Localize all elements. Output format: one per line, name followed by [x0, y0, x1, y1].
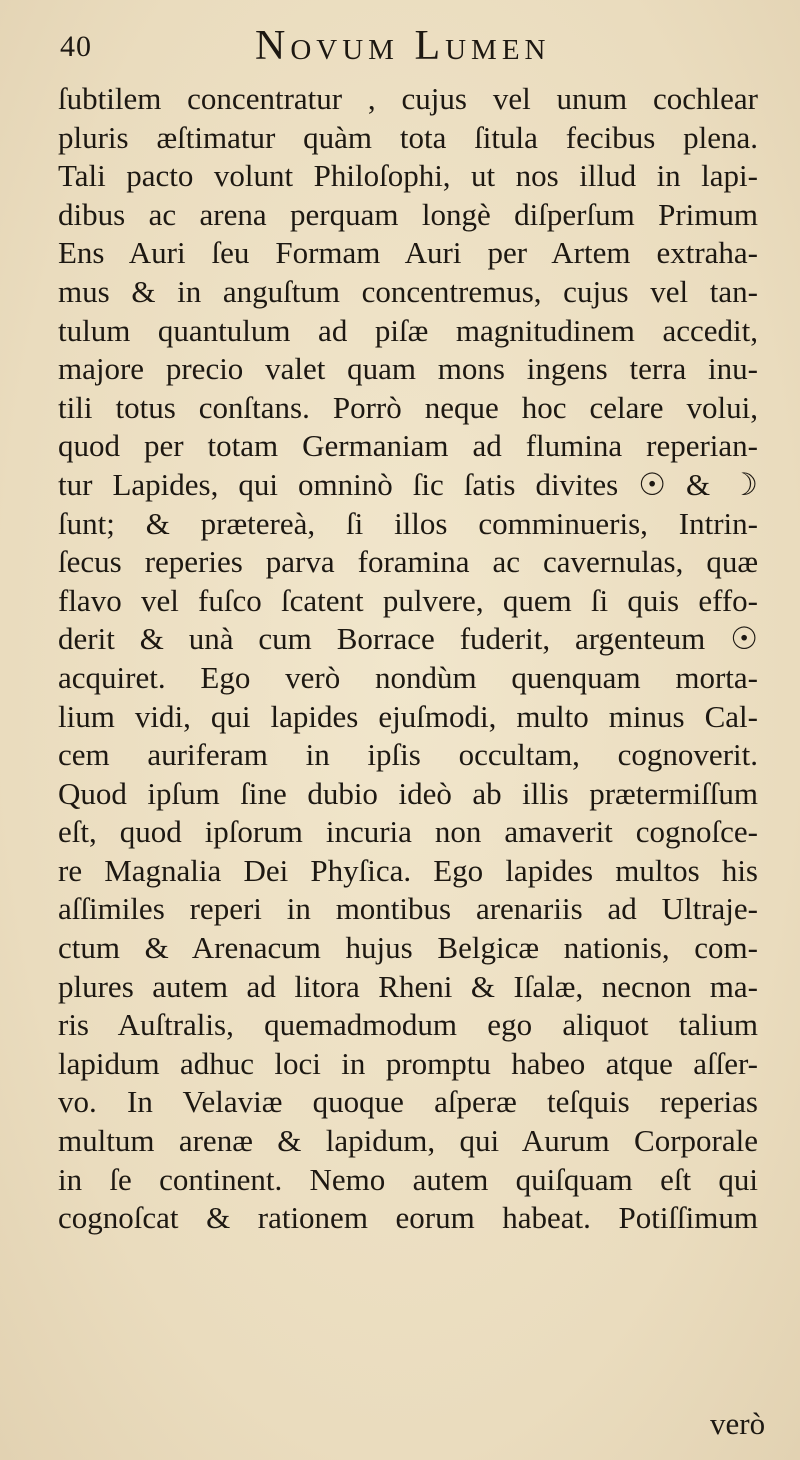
text-line: cognoſcat & rationem eorum habeat. Potiſſimum [58, 1200, 758, 1236]
running-title: Novum Lumen [255, 23, 551, 69]
text-line: ſubtilem concentratur , cujus vel unum cochlear [58, 81, 758, 116]
text-line: re Magnalia Dei Phyſica. Ego lapides multos his [58, 852, 758, 888]
text-line: Ens Auri ſeu Formam Auri per Artem extraha- [58, 235, 758, 271]
page-number: 40 [60, 30, 92, 63]
text-line: tili totus conſtans. Porrò neque hoc celare volui, [58, 389, 758, 425]
text-line: plures autem ad litora Rheni & Iſalæ, necnon ma- [58, 968, 758, 1004]
text-line: derit & unà cum Borrace fuderit, argenteum ☉ [58, 621, 758, 657]
text-line: cem auriferam in ipſis occultam, cognoverit. [58, 737, 758, 773]
text-line: ctum & Arenacum hujus Belgicæ nationis, com- [58, 930, 758, 966]
text-line: multum arenæ & lapidum, qui Aurum Corporale [58, 1123, 758, 1159]
text-line: acquiret. Ego verò nondùm quenquam morta- [58, 659, 758, 695]
text-line: lium vidi, qui lapides ejuſmodi, multo minus Cal- [58, 698, 758, 734]
body-text [58, 80, 758, 1238]
text-line: eſt, quod ipſorum incuria non amaverit cognoſce- [58, 814, 758, 850]
text-line: majore precio valet quam mons ingens terra inu- [58, 351, 758, 387]
text-line: aſſimiles reperi in montibus arenariis ad Ultraje- [58, 891, 758, 927]
text-line: dibus ac arena perquam longè diſperſum Primum [58, 196, 758, 232]
text-line: Quod ipſum ſine dubio ideò ab illis prætermiſſum [58, 775, 758, 811]
text-line: quod per totam Germaniam ad flumina reperian- [58, 428, 758, 464]
text-line: vo. In Velaviæ quoque aſperæ teſquis reperias [58, 1084, 758, 1120]
text-line: ſecus reperies parva foramina ac cavernulas, quæ [58, 544, 758, 580]
text-line: flavo vel fuſco ſcatent pulvere, quem ſi quis effo- [58, 582, 758, 618]
text-line: ſunt; & prætereà, ſi illos comminueris, Intrin- [58, 505, 758, 541]
page-header [0, 22, 800, 78]
text-line: Tali pacto volunt Philoſophi, ut nos illud in lapi- [58, 158, 758, 194]
text-line: in ſe continent. Nemo autem quiſquam eſt qui [58, 1161, 758, 1197]
text-line: lapidum adhuc loci in promptu habeo atque aſſer- [58, 1045, 758, 1081]
text-line: tur Lapides, qui omninò ſic ſatis divites ☉ & ☽ [58, 466, 758, 502]
text-line: tulum quantulum ad piſæ magnitudinem accedit, [58, 312, 758, 348]
text-line: pluris æſtimatur quàm tota ſitula fecibus plena. [58, 119, 758, 155]
catchword: verò [710, 1406, 766, 1441]
text-line: mus & in anguſtum concentremus, cujus vel tan- [58, 273, 758, 309]
text-line: ris Auſtralis, quemadmodum ego aliquot talium [58, 1007, 758, 1043]
